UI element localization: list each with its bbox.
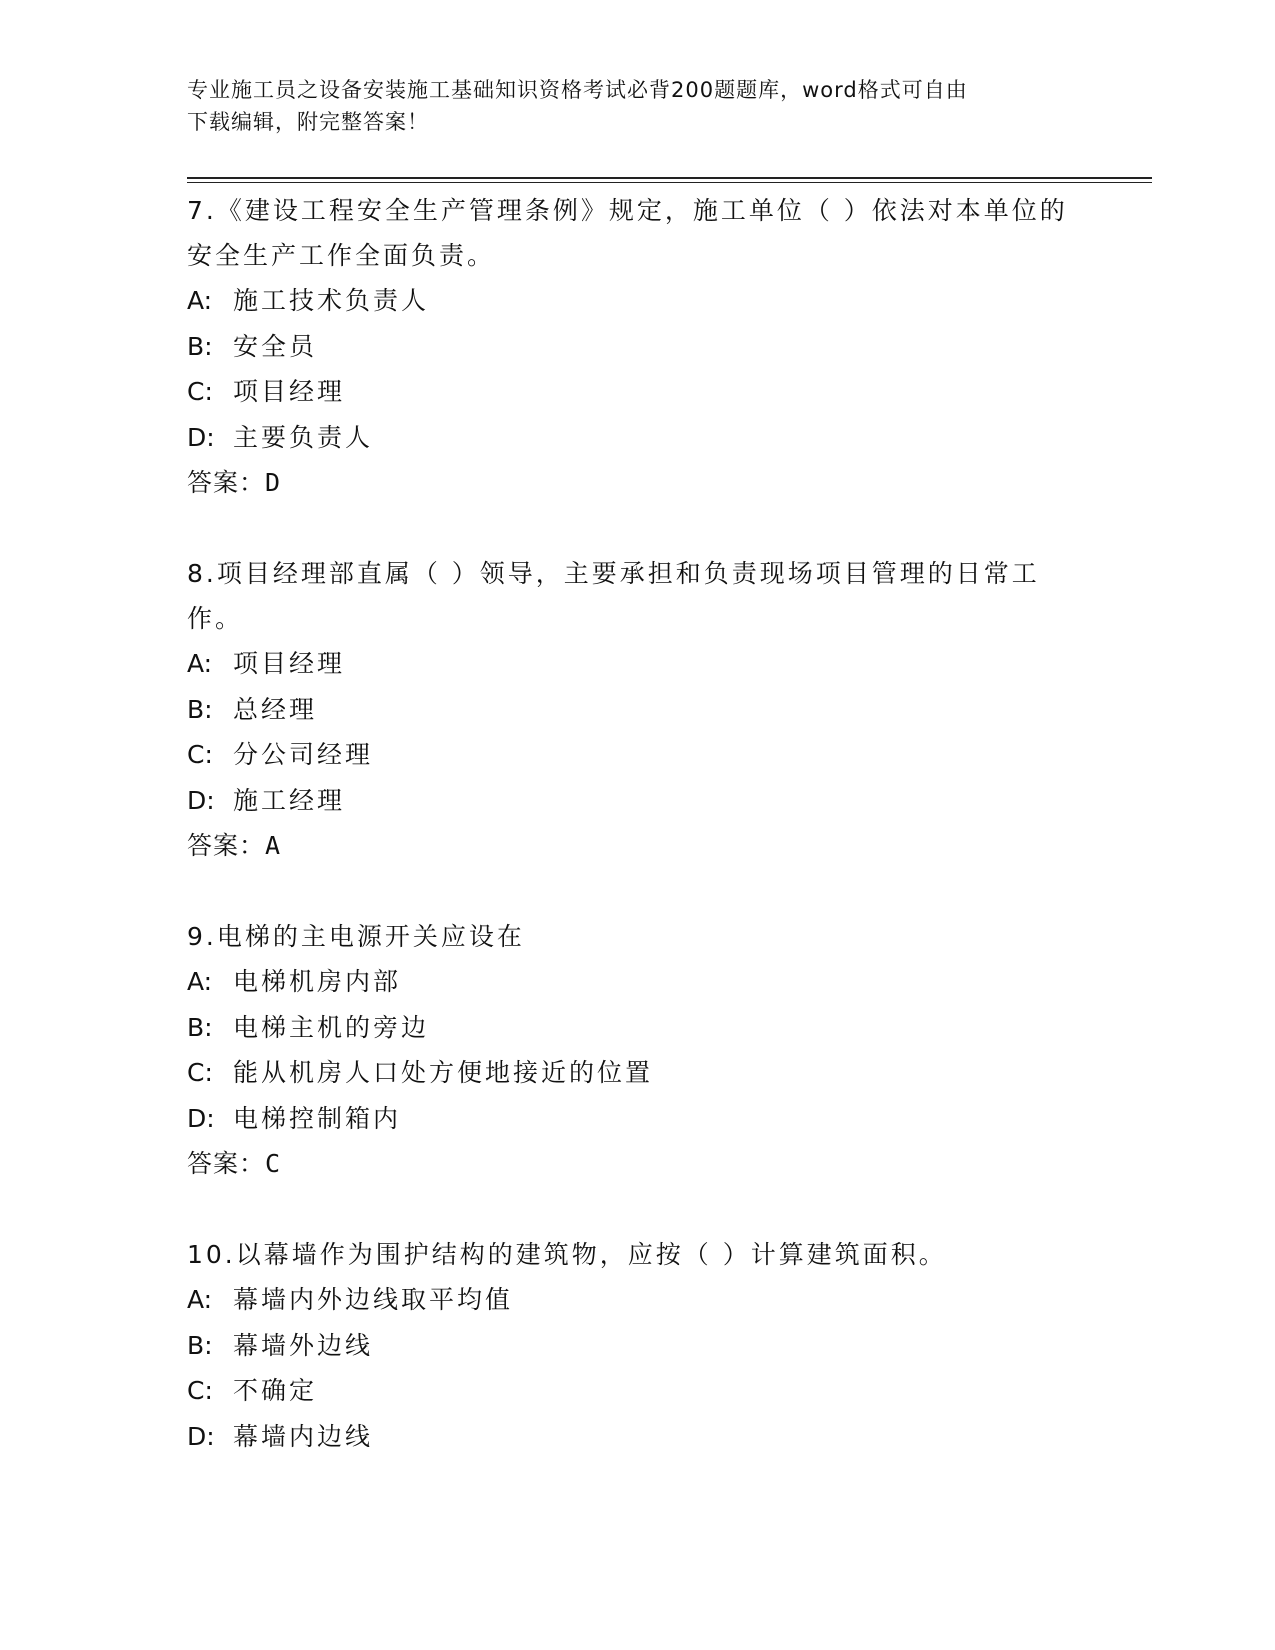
answer-value: D bbox=[265, 468, 282, 497]
option-letter: B: bbox=[187, 1330, 213, 1360]
question-stem: 8.项目经理部直属（ ）领导，主要承担和负责现场项目管理的日常工作。 bbox=[187, 559, 1040, 633]
option-text: 项目经理 bbox=[233, 377, 346, 406]
option-text: 幕墙内边线 bbox=[233, 1421, 374, 1451]
option-d bbox=[187, 415, 1087, 461]
option-letter: B: bbox=[187, 331, 213, 361]
option-letter: D: bbox=[187, 1103, 215, 1133]
option-letter: B: bbox=[187, 1012, 213, 1042]
option-a bbox=[187, 641, 1087, 687]
question-list bbox=[187, 188, 1087, 1505]
option-b bbox=[187, 687, 1087, 733]
question-7 bbox=[187, 188, 1087, 505]
question-stem: 7.《建设工程安全生产管理条例》规定，施工单位（ ）依法对本单位的安全生产工作全面负责。 bbox=[187, 196, 1068, 270]
option-c bbox=[187, 1050, 1087, 1096]
option-text: 幕墙内外边线取平均值 bbox=[233, 1285, 514, 1314]
question-8 bbox=[187, 551, 1087, 868]
option-letter: A: bbox=[187, 1285, 213, 1314]
option-letter: C: bbox=[187, 377, 213, 406]
option-a bbox=[187, 1277, 1087, 1323]
option-text: 能从机房人口处方便地接近的位置 bbox=[233, 1058, 654, 1087]
option-letter: D: bbox=[187, 1421, 215, 1451]
option-text: 施工技术负责人 bbox=[233, 286, 430, 315]
answer-line bbox=[187, 823, 1087, 868]
option-text: 幕墙外边线 bbox=[233, 1330, 374, 1360]
option-b bbox=[187, 324, 1087, 370]
option-letter: D: bbox=[187, 785, 215, 815]
option-letter: D: bbox=[187, 422, 215, 452]
option-b bbox=[187, 1005, 1087, 1051]
option-text: 主要负责人 bbox=[233, 422, 374, 452]
option-a bbox=[187, 959, 1087, 1005]
option-c bbox=[187, 1368, 1087, 1414]
header-divider-thin bbox=[187, 182, 1152, 183]
option-text: 电梯主机的旁边 bbox=[233, 1012, 430, 1042]
option-text: 项目经理 bbox=[233, 649, 346, 678]
option-text: 电梯控制箱内 bbox=[233, 1103, 402, 1133]
option-text: 分公司经理 bbox=[233, 740, 374, 769]
option-text: 安全员 bbox=[233, 331, 318, 361]
option-b bbox=[187, 1323, 1087, 1369]
option-a bbox=[187, 278, 1087, 324]
header-line-1: 专业施工员之设备安装施工基础知识资格考试必背200题题库，word格式可自由 bbox=[187, 78, 968, 102]
answer-label: 答案： bbox=[187, 468, 266, 497]
option-letter: A: bbox=[187, 967, 213, 996]
question-9 bbox=[187, 914, 1087, 1186]
answer-label: 答案： bbox=[187, 831, 266, 860]
option-c bbox=[187, 732, 1087, 778]
option-letter: B: bbox=[187, 694, 213, 724]
option-d bbox=[187, 1096, 1087, 1142]
answer-line bbox=[187, 460, 1087, 505]
option-letter: A: bbox=[187, 286, 213, 315]
option-text: 不确定 bbox=[233, 1376, 318, 1405]
option-text: 总经理 bbox=[233, 694, 318, 724]
question-stem: 10.以幕墙作为围护结构的建筑物，应按（ ）计算建筑面积。 bbox=[187, 1240, 947, 1269]
option-letter: C: bbox=[187, 740, 213, 769]
answer-line bbox=[187, 1141, 1087, 1186]
option-d bbox=[187, 778, 1087, 824]
option-letter: A: bbox=[187, 649, 213, 678]
question-stem: 9.电梯的主电源开关应设在 bbox=[187, 922, 525, 951]
option-d bbox=[187, 1414, 1087, 1460]
option-c bbox=[187, 369, 1087, 415]
document-header bbox=[187, 74, 1077, 138]
question-10 bbox=[187, 1232, 1087, 1459]
header-divider-thick bbox=[187, 177, 1152, 179]
option-text: 电梯机房内部 bbox=[233, 967, 402, 996]
answer-label: 答案： bbox=[187, 1149, 266, 1178]
option-letter: C: bbox=[187, 1058, 213, 1087]
header-line-2: 下载编辑，附完整答案！ bbox=[187, 110, 429, 134]
answer-value: C bbox=[265, 1149, 282, 1178]
option-letter: C: bbox=[187, 1376, 213, 1405]
option-text: 施工经理 bbox=[233, 785, 346, 815]
answer-value: A bbox=[265, 831, 282, 860]
